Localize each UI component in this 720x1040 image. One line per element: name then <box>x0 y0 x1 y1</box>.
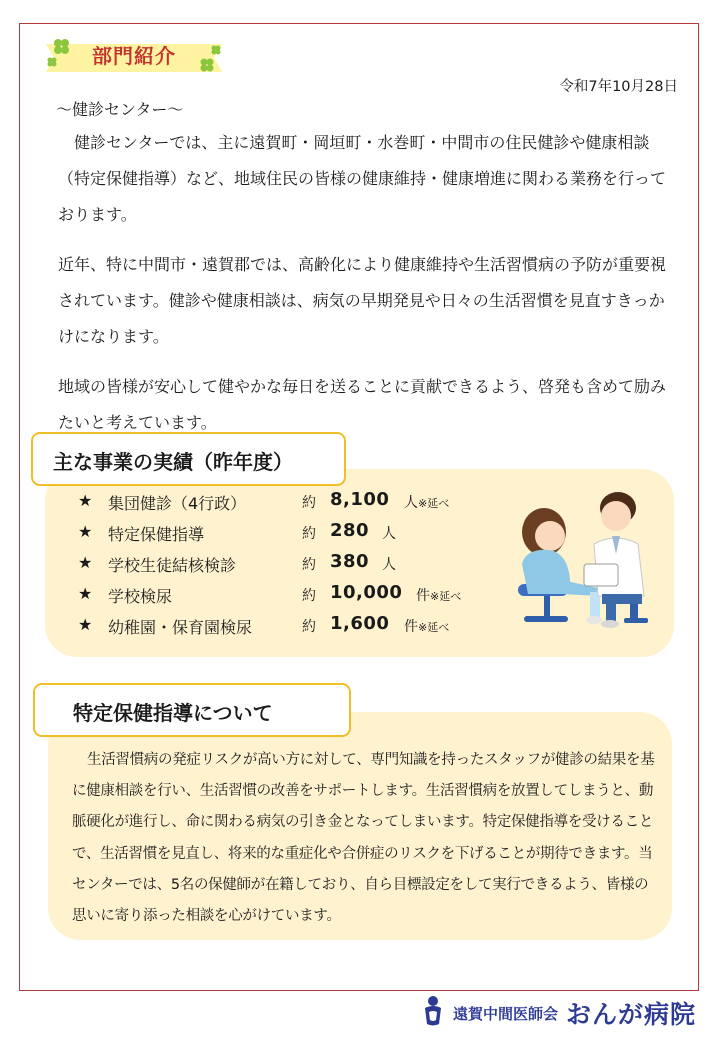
result-note: ※延べ <box>418 497 450 510</box>
intro-paragraph: 近年、特に中間市・遠賀郡では、高齢化により健康維持や生活習慣病の予防が重要視されています。健診や健康相談は、病気の早期発見や日々の生活習慣を見直すきっかけになります。 <box>58 255 667 346</box>
consultation-illustration <box>506 484 656 638</box>
result-approx: 約 <box>302 557 316 573</box>
issue-date: 令和7年10月28日 <box>559 79 678 95</box>
result-label: 学校検尿 <box>108 587 173 606</box>
intro-heading: ～健診センター～ <box>56 100 184 119</box>
result-unit: 件※延べ <box>416 588 462 604</box>
result-value: 8,100 <box>330 489 390 510</box>
star-icon: ★ <box>78 615 93 634</box>
star-icon: ★ <box>78 522 93 541</box>
guidance-heading: 特定保健指導について <box>33 683 351 737</box>
result-unit: 件※延べ <box>404 619 450 635</box>
intro-paragraph: 健診センターでは、主に遠賀町・岡垣町・水巻町・中間市の住民健診や健康相談（特定保健指導）など、地域住民の皆様の健康維持・健康増進に関わる業務を行っております。 <box>58 133 667 224</box>
result-approx: 約 <box>302 619 316 635</box>
star-icon: ★ <box>78 584 93 603</box>
footer-org: 遠賀中間医師会 <box>452 1004 558 1023</box>
result-approx: 約 <box>302 495 316 511</box>
intro-paragraph: 地域の皆様が安心して健やかな毎日を送ることに貢献できるよう、啓発も含めて励みたいと考えています。 <box>58 377 667 432</box>
result-label: 学校生徒結核検診 <box>108 556 237 575</box>
result-value: 380 <box>330 551 370 572</box>
result-approx: 約 <box>302 588 316 604</box>
result-value: 280 <box>330 520 370 541</box>
result-approx: 約 <box>302 526 316 542</box>
result-unit: 人※延べ <box>404 495 450 511</box>
result-unit: 人 <box>382 557 396 573</box>
result-unit: 人 <box>382 526 396 542</box>
footer <box>419 993 696 1033</box>
result-value: 10,000 <box>330 582 403 603</box>
result-label: 特定保健指導 <box>108 525 205 544</box>
hospital-logo-icon <box>419 994 447 1032</box>
result-note: ※延べ <box>430 590 462 603</box>
result-note: ※延べ <box>418 621 450 634</box>
results-heading: 主な事業の実績（昨年度） <box>31 432 346 486</box>
result-label: 幼稚園・保育園検尿 <box>108 618 253 637</box>
intro-section <box>58 99 678 441</box>
guidance-body: 生活習慣病の発症リスクが高い方に対して、専門知識を持ったスタッフが健診の結果を基に健康相談を行い、生活習慣の改善をサポートします。生活習慣病を放置してしまうと、動脈硬化が進行し、命に関わる病気の引き金となってしまいます。特定保健指導を受けることで、生活習慣を見直し、将来的な重症化や合併症のリスクを下げることが期待できます。当センターでは、5名の保健師が在籍しており、自ら目標設定をして実行できるよう、皆様の思いに寄り添った相談を心がけています。 <box>72 752 655 925</box>
star-icon: ★ <box>78 553 93 572</box>
section-ribbon <box>42 36 226 78</box>
footer-hospital: おんが病院 <box>565 1000 696 1029</box>
result-label: 集団健診（4行政） <box>108 494 247 513</box>
result-value: 1,600 <box>330 613 390 634</box>
star-icon: ★ <box>78 491 93 510</box>
section-ribbon-title: 部門紹介 <box>92 44 176 68</box>
